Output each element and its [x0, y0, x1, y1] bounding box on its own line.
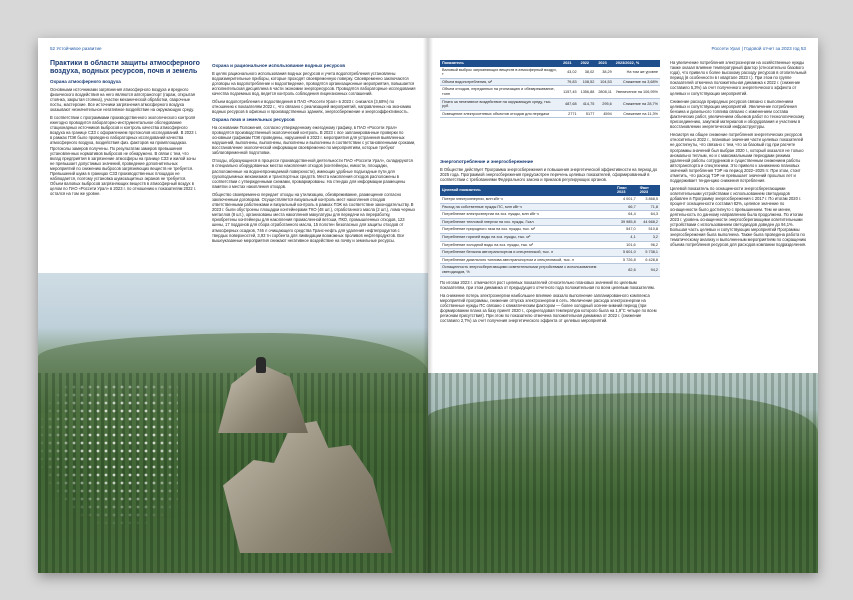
- forest-trees: [428, 373, 818, 573]
- paragraph: Несмотря на общее снижение потребления энергетических ресурсов относительно 2022 г., плановые значения части целевых показателей не достигнуты, что связано с тем, что за базовый год при расчете программы значений был выбран 2020 г., который оказался не только аномально теплым, но и с максимальными периодами режима удаленной работы сотрудников и существенным снижением работы автотранспорта и спецтехники. Это привело к занижению плановых значений потребления ТЭР на период 2022–2025 гг. При этом, стоит отметить, что расход ТЭР не превышает значений прошлых лет и поддерживает тенденцию снижения потребления.: [670, 132, 804, 184]
- left-column-1: [50, 60, 200, 199]
- table-header-cell: Целевой показатель: [440, 185, 615, 196]
- energy-targets-table: [440, 185, 660, 277]
- table-header-cell: 2023: [596, 60, 613, 67]
- page-header-right: Россети Урал | Годовой отчет за 2023 год 53: [711, 46, 806, 51]
- document-spread: [38, 38, 818, 573]
- table-row: [440, 241, 660, 249]
- table-cell: 295,6: [596, 98, 613, 110]
- table-cell: 6 428,8: [638, 256, 660, 264]
- table-cell: 101,6: [615, 241, 638, 249]
- table-cell: 547,0: [615, 226, 638, 234]
- table-cell: Оснащенность энергосберегающими осветительными устройствами с использованием светодиодов, %: [440, 264, 615, 276]
- table-cell: Плата за негативное воздействие на окружающую среду, тыс. руб.: [440, 98, 561, 110]
- table-cell: Потребление горячей воды на хоз. нужды, тыс. м³: [440, 233, 615, 241]
- paragraph: В Обществе действует Программа энергосбережения и повышения энергетической эффективности на период до 2025 года. Программой энергосбережения предусмотрен перечень целевых показателей, сформированный в соответствии с требованиями Федерального закона и приказов регулирующих органов.: [440, 166, 658, 182]
- table-cell: Снижение на 28,7%: [614, 98, 660, 110]
- table-cell: 414,75: [579, 98, 597, 110]
- table-cell: Снижение на 11,3%: [614, 110, 660, 118]
- table-row: [440, 78, 660, 86]
- table-row: [440, 211, 660, 219]
- energy-title: Энергопотребление и энергосбережение: [440, 159, 534, 164]
- table-header-cell: Показатель: [440, 60, 561, 67]
- table-row: [440, 233, 660, 241]
- table-row: [440, 218, 660, 226]
- left-column-2: [212, 60, 416, 246]
- table-cell: Увеличение на 106,95%: [614, 86, 660, 98]
- table-cell: 510,8: [638, 226, 660, 234]
- table-cell: На том же уровне: [614, 67, 660, 79]
- table-cell: Потребление природного газа на хоз. нужды, тыс. м³: [440, 226, 615, 234]
- table-cell: 5 601,0: [615, 249, 638, 257]
- table-cell: 96,2: [638, 241, 660, 249]
- table-cell: Освещение электросетевых объектов отходов для передачи: [440, 110, 561, 118]
- table-row: [440, 226, 660, 234]
- energy-section: [440, 156, 660, 326]
- table-cell: 104,53: [596, 78, 613, 86]
- table-cell: 44 668,2: [638, 218, 660, 226]
- table-cell: 2808,11: [596, 86, 613, 98]
- table-cell: 3 868,5: [638, 196, 660, 203]
- table-cell: 71,8: [638, 203, 660, 211]
- table-cell: Снижение на 3,68%: [614, 78, 660, 86]
- table-cell: Потребление холодной воды на хоз. нужды, тыс. м³: [440, 241, 615, 249]
- table-cell: 38,29: [596, 67, 613, 79]
- table-header-cell: 2022: [579, 60, 597, 67]
- table-cell: Расход на собственные нужды ПС, млн кВт·ч: [440, 203, 615, 211]
- table-header-cell: 2023/2022, %: [614, 60, 660, 67]
- table-cell: 3,2: [638, 233, 660, 241]
- table-cell: Объем отходов, переданных на утилизацию и обезвреживание, тонн: [440, 86, 561, 98]
- table-cell: 79,83: [561, 78, 578, 86]
- table-header-cell: 2021: [561, 60, 578, 67]
- right-column: [670, 60, 808, 250]
- person-figure: [256, 357, 266, 373]
- section-title: Практики в области защиты атмосферного воздуха, водных ресурсов, почв и земель: [50, 60, 200, 75]
- table-row: [440, 256, 660, 264]
- table-cell: 5 726,8: [615, 256, 638, 264]
- table-cell: Потребление электроэнергии на хоз. нужды, млн кВт·ч: [440, 211, 615, 219]
- table-row: [440, 98, 660, 110]
- right-page: [428, 38, 818, 573]
- paragraph: В целях рационального использования водных ресурсов и учета водопотребления установлены водоизмерительные приборы, которые проходят своевременную поверку. Своевременно заключаются договоры на водопотребление и водоотведение, проводятся организационные мероприятия, повышается исполнительская дисциплина в части экономии энергоресурсов. Проводятся лабораторные исследования качества подземных вод, ведется контроль соблюдения лицензионных соглашений.: [212, 70, 416, 96]
- table-cell: 94,2: [638, 264, 660, 276]
- paragraph: Отходы, образующиеся в процессе производственной деятельности ПАО «Россети Урал», складируются в специально оборудованных местах накопления отходов (контейнеры, емкости, площадки, расположенные на водонепроницаемой поверхности), имеющих удобные подъездные пути для грузоподъемных механизмов и транспортных средств. Места накопления отходов расположены в соответствии с утвержденными схемами, промаркированы. На стендах для информации размещены памятки о местах накопления отходов.: [212, 158, 413, 189]
- left-page: [38, 38, 428, 573]
- table-cell: Валовый выброс загрязняющих веществ в атмосферный воздух, т: [440, 67, 561, 79]
- table-cell: 2771: [561, 110, 578, 118]
- paragraph: На снижение потерь электроэнергии наибольшее влияние оказало выполнение запланированного комплекса мероприятий программы, снижение отпуска электроэнергии в сеть. Увеличение расхода электроэнергии на собственные нужды ПС связано с климатическим фактором — более холодный осенне-зимний период (при формировании плана за базу принят 2020 г., среднегодовая температура которого была на 1,9°С четыре по всем регионам присутствия). При этом по показателю отмечена положительная динамика от 2022 г. (снижение составило 2,7%) за счет получения энергетического эффекта от целевых мероприятий.: [440, 292, 657, 324]
- table-cell: Потери электроэнергии, млн кВт·ч: [440, 196, 615, 203]
- section-subtitle: Охрана атмосферного воздуха: [50, 79, 121, 84]
- table-cell: 487,68: [561, 98, 578, 110]
- table-cell: 82,6: [615, 264, 638, 276]
- table-cell: 43,02: [561, 67, 578, 79]
- env-indicators-table-wrap: [440, 60, 660, 118]
- paragraph: Объем водопотребления и водоотведения в ПАО «Россети Урал» в 2023 г. снизился (3,68%) по отношению к показателям 2022 г., что связано с реализацией мероприятий, направленных на экономию водных ресурсов в офисных и производственных зданиях, энергосбережение и энергоэффективность.: [212, 98, 412, 115]
- table-cell: 1157,45: [561, 86, 578, 98]
- env-indicators-table: [440, 60, 660, 118]
- table-cell: Объем водопотребления, м³: [440, 78, 561, 86]
- table-cell: 5 738,1: [638, 249, 660, 257]
- table-cell: 4 001,7: [615, 196, 638, 203]
- table-cell: 108,52: [579, 78, 597, 86]
- paragraph: Основными источниками загрязнения атмосферного воздуха и вредного физического воздействия на него являются автотранспорт (гараж, открытая стоянка, закрытая стоянка), участки механической обработки, сварочные посты, мастерские. Все источники загрязнения атмосферного воздуха оказывают незначительное негативное воздействие на окружающую среду.: [50, 86, 195, 112]
- table-cell: 66,7: [615, 203, 638, 211]
- paragraph: На основании Положения, согласно утвержденному ежегодному графику, в ПАО «Россети Урал» проводятся производственный экологический контроль. В 2023 г. все запланированные проверки по основным графикам ПЭК проведены, нарушений в 2023 г. мероприятия для устранения выявленных нарушений, выполнены, выполнены, выполнены и выполнены в соответствии с установленными сроками, восстановление экологической информации своевременно по мероприятиям, которые требуют заблаговременной подготовки.: [212, 124, 416, 156]
- table-cell: Потребление бензина автотранспортом и спецтехникой, тыс. л: [440, 249, 615, 257]
- paragraph: Снижение расхода природных ресурсов связано с выполнением целевых и сопутствующих мероприятий. Увеличение потребления бензина и дизельного топлива связано с изменением состава фактических работ, увеличением объемов работ по технологическому присоединению, закупкой материалов и оборудования и участием в восстановлении энергетической инфраструктуры.: [670, 98, 805, 130]
- book-spine: [423, 38, 433, 573]
- table-cell: 64,4: [615, 211, 638, 219]
- table-cell: Потребление дизельного топлива автотранспортом и спецтехникой, тыс. л: [440, 256, 615, 264]
- subtitle-soil: Охрана почв и земельных ресурсов: [212, 117, 295, 123]
- paragraph: По итогам 2023 г. отмечается рост целевых показателей относительно плановых значений по целевым показателям, при этом динамика от предыдущего отчетного года положительная по всем целевым показателям.: [440, 279, 655, 290]
- table-cell: 4594: [596, 110, 613, 118]
- table-header-cell: Факт 2023: [638, 185, 660, 196]
- table-row: [440, 196, 660, 203]
- table-cell: 4,1: [615, 233, 638, 241]
- paragraph: В соответствии с программами производственного экологического контроля ежегодно проводится лабораторно-инструментальное обследование стационарных источников выбросов и контроль качества атмосферного воздуха на границе СЗЗ с оформлением протоколов исследований. В 2023 г. в рамках ПЭК было проведено лабораторных исследований качества атмосферного воздуха, воздействия физ. факторов на промплощадках. Протоколы замеров получены. По результатам замеров превышения установленных нормативов выбросов не обнаружено. В связи с тем, что вклад предприятия в загрязнение атмосферы на границе СЗЗ и жилой зоны не превышает допустимых значений, проведение дополнительных мероприятий по снижению выбросов загрязняющих веществ не требуется. Превышений шума в границах СЗЗ производственных площадок не наблюдается, поэтому установка шумозащитных экранов не требуется. Объем валовых выбросов загрязняющих веществ в атмосферный воздух в целом по ПАО «Россети Урал» в 2023 г. по отношению к показателям 2022 г. остался на том же уровне.: [50, 114, 197, 197]
- table-row: [440, 67, 660, 79]
- table-cell: 38,02: [579, 67, 597, 79]
- table-cell: 64,3: [638, 211, 660, 219]
- paragraph: На увеличение потребления электроэнергии на хозяйственные нужды также оказал влияние температурный фактор (относительно базового года), что привело к более высокому расходу ресурсов в отопительный период (в особенности в I квартале 2023 г.). При этом по группе показателей отмечена положительная динамика к 2022 г. (снижение составило 5,3%) за счет полученного энергетического эффекта от целевых и сопутствующих мероприятий.: [670, 60, 807, 96]
- dot-pattern: [38, 383, 178, 533]
- paragraph: Общество своевременно передает отходы на утилизацию, обезвреживание, размещение согласно заключенным договорам. Осуществляется визуальный контроль мест накопления отходов ответственными работниками и визуальный контроль в рамках ПЭК на соответствие законодательству. В 2023 г. были обустроены площадки контейнерами ТКО (48 шт.), отработанного масла (2 шт.), лома черных металлов (8 шт.), организованы места накопления макулатуры для передачи на переработку, приобретены контейнеры для накопления промасленной ветоши, ПКО, промышленных отходов, 123 шины, 17 поддонов для сбора отработанного масла, 15 полотен безопасных для защиты отходов от атмосферных осадков, 746 л очищающего средства Транс-нефть для удаления нефтепродуктов с твердых поверхностей, 3,93 тн сорбента для ликвидации возможных проливов нефтепродуктов. Все вышеуказанные мероприятия снижают негативное воздействие на почву и земельные ресурсы.: [212, 191, 416, 243]
- table-header-cell: План 2023: [615, 185, 638, 196]
- table-row: [440, 110, 660, 118]
- table-row: [440, 249, 660, 257]
- table-row: [440, 264, 660, 276]
- forest-photo-right: [428, 373, 818, 573]
- paragraph: Целевой показатель по оснащенности энергосберегающими осветительными устройствами с использованием светодиодов добавлен в Программу энергосбережения с 2017 г. По итогам 2020 г. процент оснащенности составил 82%, целевое значение по оснащенности было достигнуто с превышением. Тем не менее, деятельность по данному направлению была продолжена. По итогам 2023 г. уровень оснащенности энергосберегающими осветительными устройствами с использованием светодиодов доведен до 94,1%. Большая часть целевых и сопутствующих мероприятий Программы энергосбережения была выполнена. Также была проведена работа по тематическому анализу и выполненным мероприятиям по сокращению объема потребления ресурсов для расходов компании подразделения.: [670, 186, 807, 248]
- table-cell: Потребление тепловой энергии на хоз. нужды, Гкал: [440, 218, 615, 226]
- table-cell: 1356,88: [579, 86, 597, 98]
- table-cell: 39 985,8: [615, 218, 638, 226]
- table-row: [440, 86, 660, 98]
- table-cell: 5177: [579, 110, 597, 118]
- page-header-left: 52 Устойчивое развитие: [50, 46, 102, 51]
- subtitle-water: Охрана и рациональное использование водных ресурсов: [212, 63, 346, 68]
- table-row: [440, 203, 660, 211]
